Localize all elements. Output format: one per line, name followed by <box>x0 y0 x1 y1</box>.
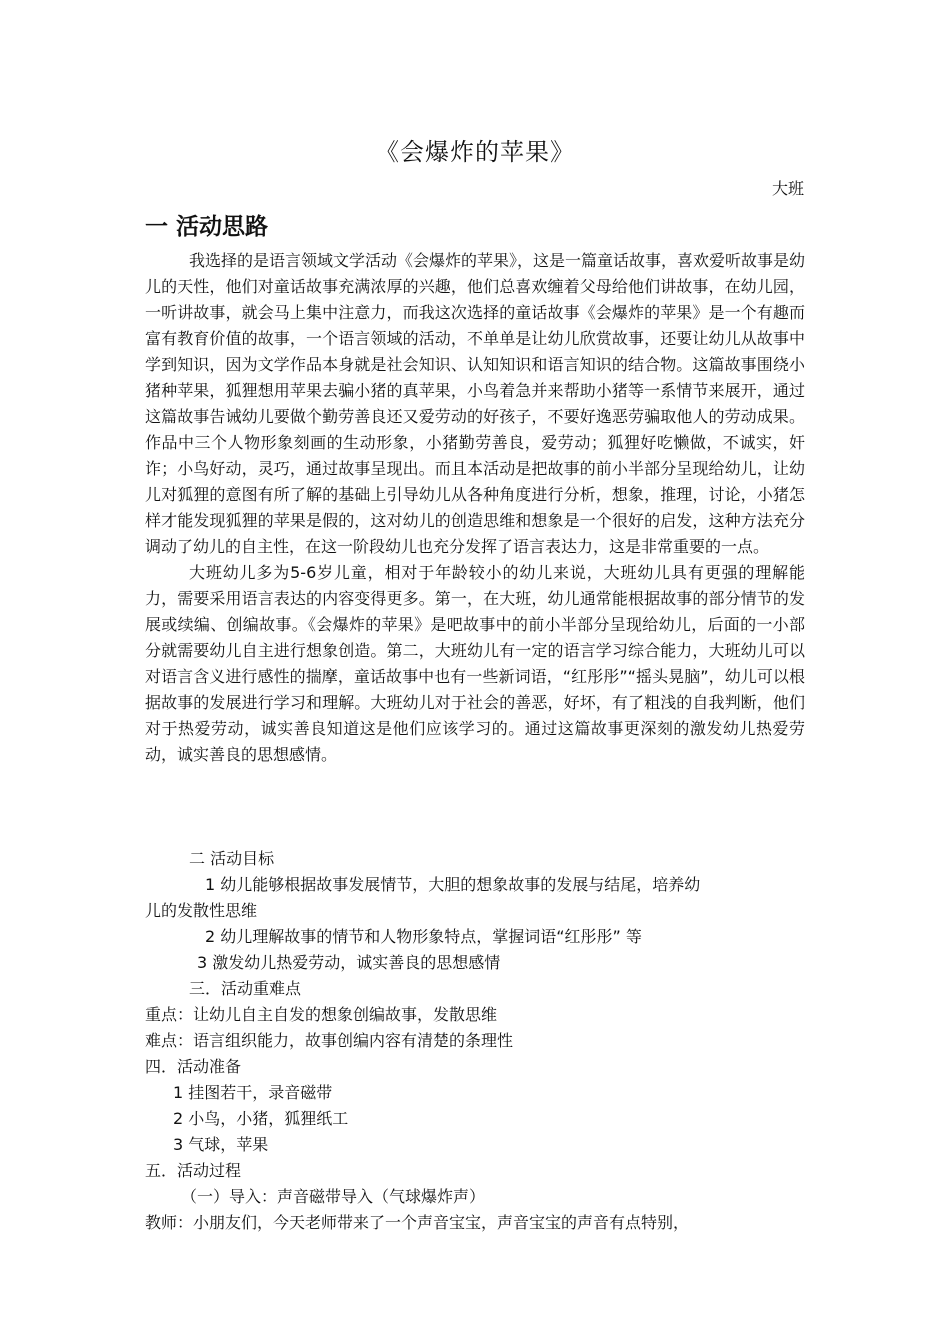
paragraph-1: 我选择的是语言领域文学活动《会爆炸的苹果》，这是一篇童话故事，喜欢爱听故事是幼儿的天性，他们对童话故事充满浓厚的兴趣，他们总喜欢缠着父母给他们讲故事，在幼儿园，一听讲故事，就会马上集中注意力，而我这次选择的童话故事《会爆炸的苹果》是一个有趣而富有教育价值的故事，一个语言领域的活动，不单单是让幼儿欣赏故事，还要让幼儿从故事中学到知识，因为文学作品本身就是社会知识、认知知识和语言知识的结合物。这篇故事围绕小猪种苹果，狐狸想用苹果去骗小猪的真苹果，小鸟着急并来帮助小猪等一系情节来展开，通过这篇故事告诫幼儿要做个勤劳善良还又爱劳动的好孩子，不要好逸恶劳骗取他人的劳动成果。作品中三个人物形象刻画的生动形象，小猪勤劳善良，爱劳动；狐狸好吃懒做，不诚实，奸诈；小鸟好动，灵巧，通过故事呈现出。而且本活动是把故事的前小半部分呈现给幼儿，让幼儿对狐狸的意图有所了解的基础上引导幼儿从各种角度进行分析，想象，推理，讨论，小猪怎样才能发现狐狸的苹果是假的，这对幼儿的创造思维和想象是一个很好的启发，这种方法充分调动了幼儿的自主性，在这一阶段幼儿也充分发挥了语言表达力，这是非常重要的一点。 <box>145 251 806 556</box>
teacher-dialogue: 教师：小朋友们，今天老师带来了一个声音宝宝，声音宝宝的声音有点特别， <box>145 1213 690 1232</box>
section-heading-activity-idea: 一 活动思路 <box>145 214 269 240</box>
section-activity-idea-body <box>145 248 805 768</box>
paragraph-2: 大班幼儿多为5-6岁儿童，相对于年龄较小的幼儿来说，大班幼儿具有更强的理解能力，需要采用语言表达的内容变得更多。第一，在大班，幼儿通常能根据故事的部分情节的发展或续编、创编故事。《会爆炸的苹果》是吧故事中的前小半部分呈现给幼儿，后面的一小部分就需要幼儿自主进行想象创造。第二，大班幼儿有一定的语言学习综合能力，大班幼儿可以对语言含义进行感性的揣摩，童话故事中也有一些新词语，“红彤彤”“摇头晃脑”，幼儿可以根据故事的发展进行学习和理解。大班幼儿对于社会的善恶，好坏，有了粗浅的自我判断，他们对于热爱劳动，诚实善良知道这是他们应该学习的。通过这篇故事更深刻的激发幼儿热爱劳动，诚实善良的思想感情。 <box>145 563 805 764</box>
goal-1-continued: 儿的发散性思维 <box>145 901 258 920</box>
document-title: 《会爆炸的苹果》 <box>375 138 575 166</box>
goal-1: 1 幼儿能够根据故事发展情节，大胆的想象故事的发展与结尾，培养幼 <box>205 875 701 894</box>
goal-2: 2 幼儿理解故事的情节和人物形象特点，掌握词语“红彤彤” 等 <box>205 927 642 946</box>
prep-item-3: 3 气球，苹果 <box>173 1135 269 1154</box>
key-point: 重点：让幼儿自主自发的想象创编故事，发散思维 <box>145 1005 498 1024</box>
goal-3: 3 激发幼儿热爱劳动，诚实善良的思想感情 <box>197 953 501 972</box>
section-heading-goals: 二 活动目标 <box>189 849 275 868</box>
section-heading-process: 五．活动过程 <box>145 1161 242 1180</box>
section-heading-key-points: 三．活动重难点 <box>189 979 302 998</box>
difficulty-point: 难点：语言组织能力，故事创编内容有清楚的条理性 <box>145 1031 514 1050</box>
section-goals <box>145 846 805 1236</box>
process-step-1: （一）导入：声音磁带导入（气球爆炸声） <box>181 1187 486 1206</box>
prep-item-2: 2 小鸟，小猪，狐狸纸工 <box>173 1109 349 1128</box>
document-author: 大班 <box>771 179 804 198</box>
section-heading-preparation: 四．活动准备 <box>145 1057 242 1076</box>
prep-item-1: 1 挂图若干，录音磁带 <box>173 1083 333 1102</box>
